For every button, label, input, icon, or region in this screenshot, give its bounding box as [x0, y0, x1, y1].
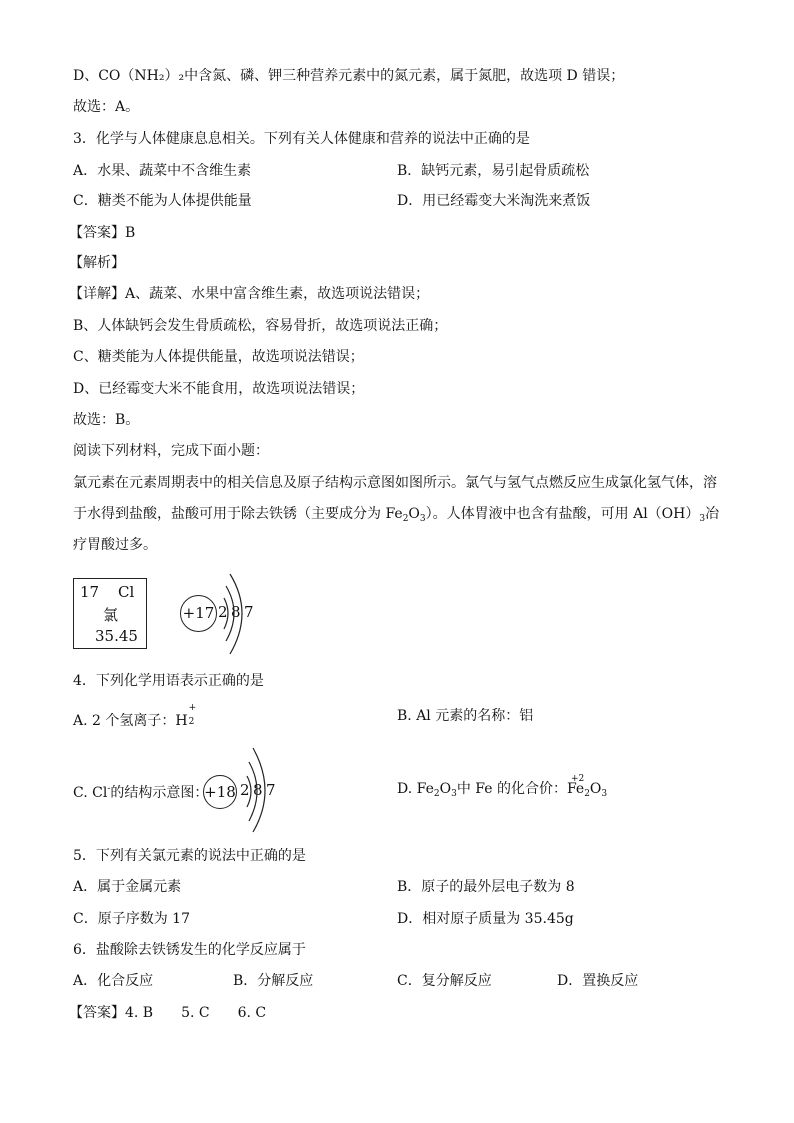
electron-shell-3: 7 — [244, 603, 254, 621]
option-5b: B．原子的最外层电子数为 8 — [397, 879, 575, 895]
electron-shell-3: 7 — [266, 781, 276, 799]
option-3b: B．缺钙元素，易引起骨质疏松 — [397, 163, 590, 179]
passage-line: 氯元素在元素周期表中的相关信息及原子结构示意图如图所示。氯气与氢气点燃反应生成氯化氢气体，溶 — [73, 475, 717, 491]
option-4d: D. $Fe_2O_3$中 Fe 的化合价： +2 $Fe_2O_3$ — [397, 774, 608, 799]
option-3a: A．水果、蔬菜中不含维生素 — [73, 163, 252, 179]
answer-3: 【答案】B — [69, 225, 136, 241]
detail-line: D、已经霉变大米不能食用，故选项说法错误； — [73, 381, 365, 397]
text-line: 故选：A。 — [73, 99, 140, 115]
chloride-ion-diagram — [203, 744, 283, 836]
option-3c: C．糖类不能为人体提供能量 — [73, 193, 252, 209]
element-name: 氯 — [103, 606, 119, 624]
detail-line: 【详解】A、蔬菜、水果中富含维生素，故选项说法错误； — [69, 286, 430, 302]
element-cell — [73, 578, 147, 649]
detail-line: B、人体缺钙会发生骨质疏松，容易骨折，故选项说法正确； — [73, 318, 448, 334]
option-4b: B. Al 元素的名称：铝 — [397, 708, 534, 724]
electron-shell-2: 8 — [231, 603, 241, 621]
atomic-number: 17 — [80, 583, 100, 601]
electron-shell-1: 2 — [240, 781, 250, 799]
atomic-mass: 35.45 — [95, 627, 138, 645]
reading-intro: 阅读下列材料，完成下面小题： — [73, 443, 269, 459]
passage-line: 疗胃酸过多。 — [73, 537, 157, 553]
question-5: 5．下列有关氯元素的说法中正确的是 — [73, 848, 306, 864]
element-symbol: Cl — [118, 583, 135, 601]
question-4: 4．下列化学用语表示正确的是 — [73, 673, 264, 689]
electron-shell-1: 2 — [218, 603, 228, 621]
nucleus: +17 — [180, 595, 217, 632]
analysis-heading: 【解析】 — [69, 255, 125, 271]
option-4a: A. 2 个氢离子：H 2 + — [73, 703, 197, 729]
electron-shell-2: 8 — [253, 781, 263, 799]
question-6: 6．盐酸除去铁锈发生的化学反应属于 — [73, 942, 306, 958]
option-6c: C．复分解反应 — [397, 973, 492, 989]
detail-line: C、糖类能为人体提供能量，故选项说法错误； — [73, 349, 364, 365]
shell-arcs — [180, 566, 260, 658]
option-6b: B．分解反应 — [233, 973, 314, 989]
shell-arcs — [203, 744, 283, 836]
answer-4-6: 【答案】4. B 5. C 6. C — [69, 1005, 267, 1021]
option-5d: D．相对原子质量为 35.45g — [397, 911, 574, 927]
option-6d: D．置换反应 — [557, 973, 639, 989]
option-5a: A．属于金属元素 — [73, 879, 182, 895]
detail-line: 故选：B。 — [73, 412, 140, 428]
nucleus: +18 — [203, 775, 237, 809]
option-4c: C. Cl-的结构示意图： — [73, 784, 209, 801]
option-3d: D．用已经霉变大米淘洗来煮饭 — [397, 193, 591, 209]
question-3: 3．化学与人体健康息息相关。下列有关人体健康和营养的说法中正确的是 — [73, 131, 530, 147]
text-line: D、CO（NH₂）₂中含氮、磷、钾三种营养元素中的氮元素，属于氮肥，故选项 D 错误； — [73, 68, 625, 84]
chlorine-atom-diagram — [180, 566, 260, 658]
option-6a: A．化合反应 — [73, 973, 154, 989]
option-5c: C．原子序数为 17 — [73, 911, 190, 927]
passage-line: 于水得到盐酸，盐酸可用于除去铁锈（主要成分为 $Fe_2O_3$）。人体胃液中也含有盐酸，可用 $Al(OH)_3$冶 — [73, 506, 720, 524]
